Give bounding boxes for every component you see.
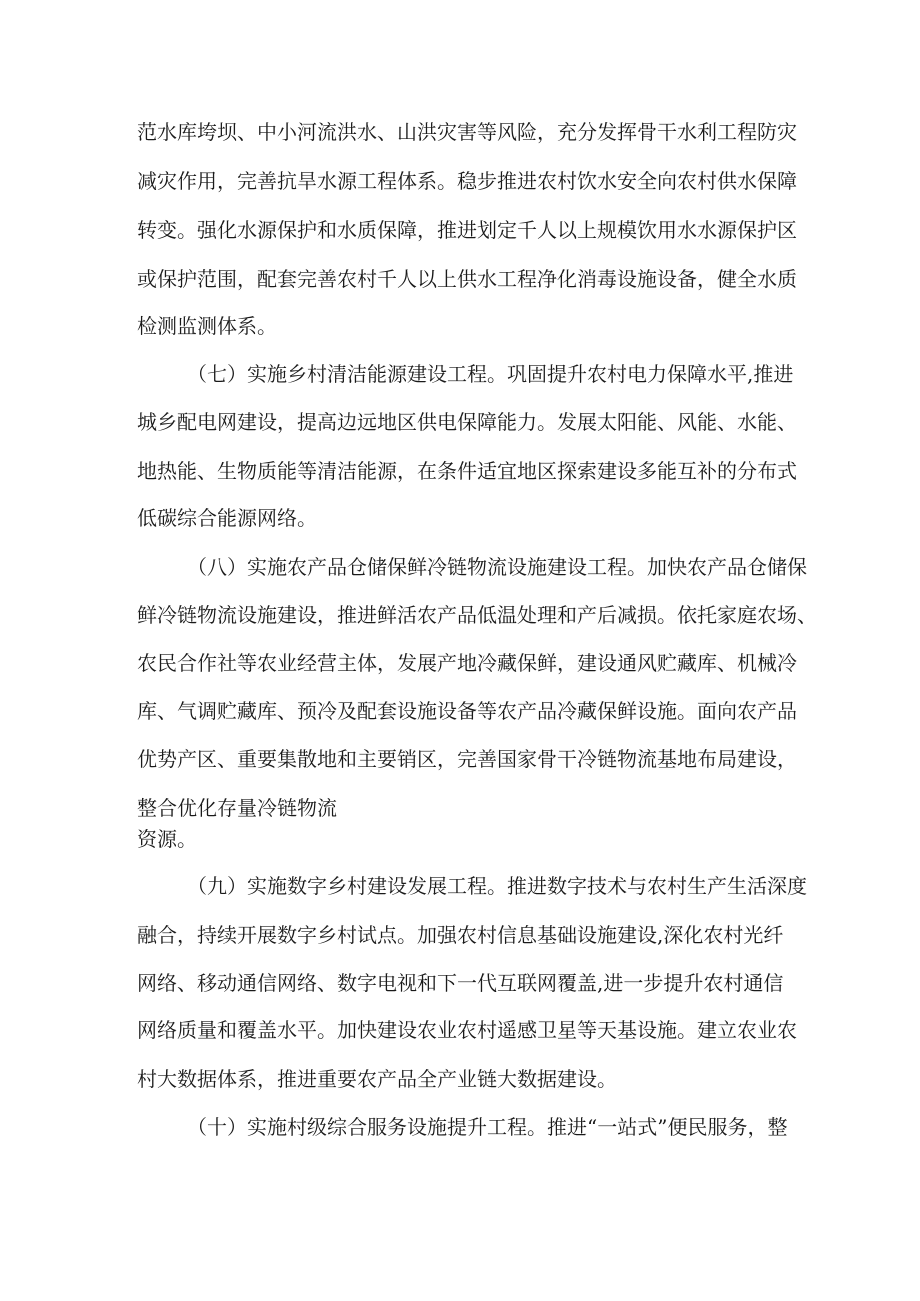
text-line: 优势产区、重要集散地和主要销区，完善国家骨干冷链物流基地布局建设， xyxy=(137,747,797,771)
text-line: 融合，持续开展数字乡村试点。加强农村信息基础设施建设,深化农村光纤 xyxy=(137,923,784,947)
text-line: 网络质量和覆盖水平。加快建设农业农村遥感卫星等天基设施。建立农业农 xyxy=(137,1018,797,1042)
text-line: 网络、移动通信网络、数字电视和下一代互联网覆盖,进一步提升农村通信 xyxy=(137,971,784,995)
text-line: 资源。 xyxy=(137,827,197,851)
text-line: 检测监测体系。 xyxy=(137,314,277,338)
text-line: 转变。强化水源保护和水质保障，推进划定千人以上规模饮用水水源保护区 xyxy=(137,218,797,242)
text-line: 农民合作社等农业经营主体，发展产地冷藏保鲜，建设通风贮藏库、机械冷 xyxy=(137,651,797,675)
text-line: 减灾作用，完善抗旱水源工程体系。稳步推进农村饮水安全向农村供水保障 xyxy=(137,169,797,193)
text-line: 低碳综合能源网络。 xyxy=(137,506,317,530)
paragraph-heading-10: （十）实施村级综合服务设施提升工程。推进“一站式”便民服务，整 xyxy=(187,1115,788,1139)
paragraph-heading-9: （九）实施数字乡村建设发展工程。推进数字技术与农村生产生活深度 xyxy=(187,874,807,898)
text-line: 城乡配电网建设，提高边远地区供电保障能力。发展太阳能、风能、水能、 xyxy=(137,410,797,434)
paragraph-heading-7: （七）实施乡村清洁能源建设工程。巩固提升农村电力保障水平,推进 xyxy=(187,362,794,386)
paragraph-heading-8: （八）实施农产品仓储保鲜冷链物流设施建设工程。加快农产品仓储保 xyxy=(187,555,807,579)
text-line: 村大数据体系，推进重要农产品全产业链大数据建设。 xyxy=(137,1067,617,1091)
text-line: 范水库垮坝、中小河流洪水、山洪灾害等风险，充分发挥骨干水利工程防灾 xyxy=(137,120,797,144)
text-line: 鲜冷链物流设施建设，推进鲜活农产品低温处理和产后减损。依托家庭农场、 xyxy=(137,603,817,627)
text-line: 整合优化存量冷链物流 xyxy=(137,796,337,820)
text-line: 或保护范围，配套完善农村千人以上供水工程净化消毒设施设备，健全水质 xyxy=(137,267,797,291)
text-line: 地热能、生物质能等清洁能源，在条件适宜地区探索建设多能互补的分布式 xyxy=(137,459,797,483)
text-line: 库、气调贮藏库、预冷及配套设施设备等农产品冷藏保鲜设施。面向农产品 xyxy=(137,699,797,723)
